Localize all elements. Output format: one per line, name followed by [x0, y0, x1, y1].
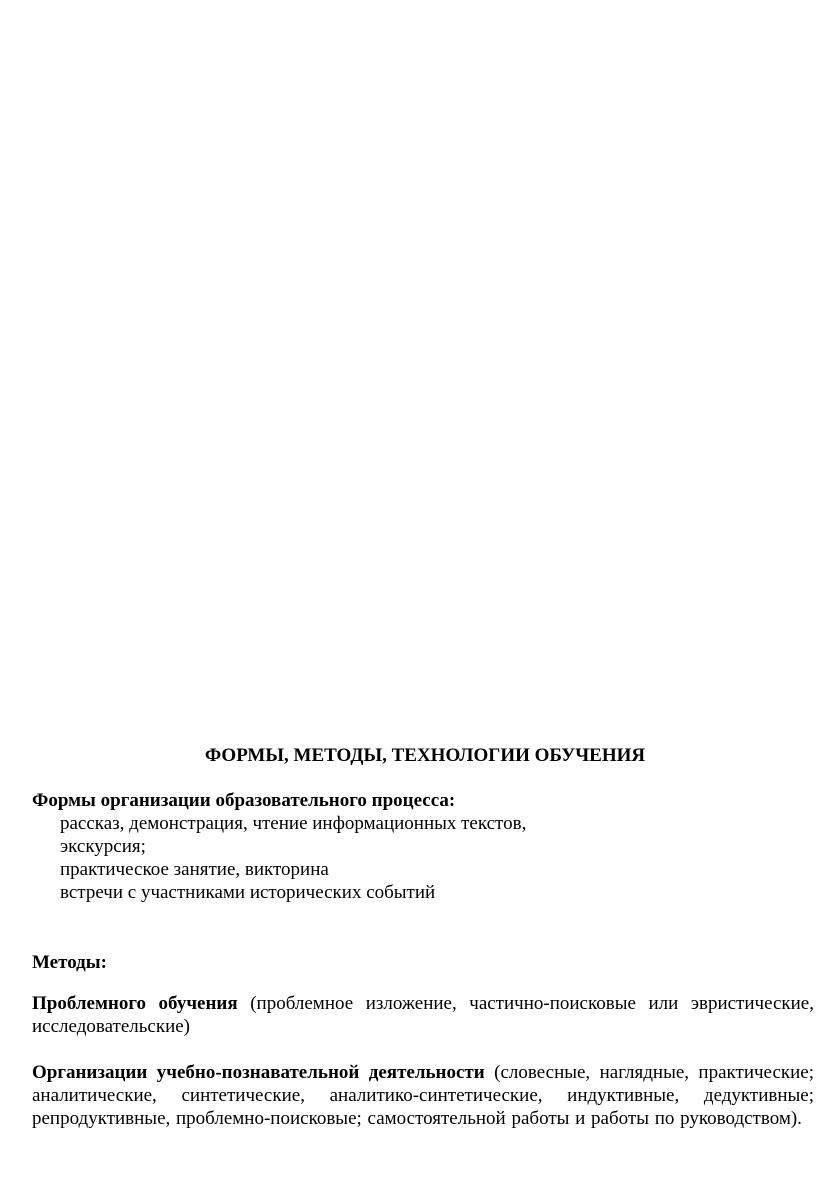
method-organization-paragraph	[32, 1061, 814, 1130]
methods-heading: Методы:	[32, 952, 107, 973]
list-item: экскурсия;	[60, 836, 146, 857]
method-problem-description: (проблемное изложение, частично-поисковые или эвристические, исследовательские)	[32, 993, 814, 1037]
document-title: ФОРМЫ, МЕТОДЫ, ТЕХНОЛОГИИ ОБУЧЕНИЯ	[204, 745, 646, 766]
list-item: встречи с участниками исторических событий	[60, 882, 436, 903]
document-page	[32, 744, 814, 1130]
method-organization-term: Организации учебно-познавательной деятельности	[32, 1062, 485, 1083]
list-item: практическое занятие, викторина	[60, 859, 329, 880]
list-item: рассказ, демонстрация, чтение информационных текстов,	[60, 813, 527, 834]
method-organization-description: (словесные, наглядные, практические; аналитические, синтетические, аналитико-синтетические, индуктивные, дедуктивные; репродуктивные, проблемно-поисковые; самостоятельной работы и работы по руководством).	[32, 1062, 814, 1129]
method-problem-term: Проблемного обучения	[32, 993, 238, 1014]
method-problem-paragraph	[32, 992, 814, 1038]
forms-list	[32, 812, 814, 904]
forms-heading: Формы организации образовательного процесса:	[32, 790, 456, 811]
